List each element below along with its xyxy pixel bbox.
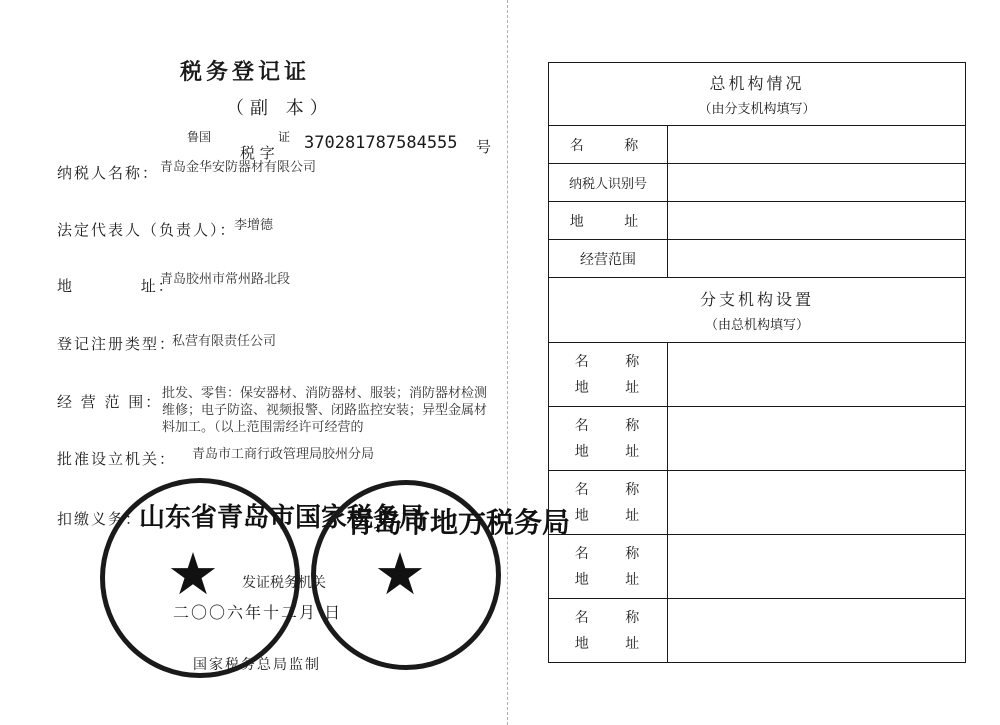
hq-scope-label: 经营范围 (549, 240, 668, 278)
branch-labels (549, 535, 668, 599)
hq-title: 总机构情况 (709, 74, 805, 93)
branch-name-label: 名 称 (574, 481, 656, 498)
approval-label: 批准设立机关： (57, 450, 177, 468)
rep-value: 李增德 (234, 218, 274, 233)
seal2-text: 青岛市地方税务局 (346, 506, 571, 539)
branch-address-label: 地 址 (574, 507, 656, 524)
number-suffix: 号 (476, 138, 492, 156)
star-icon: ★ (374, 540, 426, 608)
hq-name-cell[interactable] (668, 126, 966, 164)
branch-header (549, 278, 966, 343)
branch-cell[interactable] (668, 535, 966, 599)
issue-date: 二〇〇六年十二月 日 (173, 603, 343, 622)
branch-subtitle: （由总机构填写） (704, 318, 809, 333)
hq-taxid-cell[interactable] (668, 164, 966, 202)
number-prefix: 鲁国 (187, 130, 212, 144)
branch-address-label: 地 址 (574, 571, 656, 588)
hq-scope-cell[interactable] (668, 240, 966, 278)
address-label: 地 址： (57, 277, 175, 295)
rep-label: 法定代表人（负责人）： (57, 221, 237, 239)
branch-cell[interactable] (668, 407, 966, 471)
reg-type-value: 私营有限责任公司 (172, 334, 277, 349)
local-tax-seal (311, 480, 571, 670)
branch-address-label: 地 址 (574, 635, 656, 652)
branch-labels (549, 471, 668, 535)
address-value: 青岛胶州市常州路北段 (160, 272, 291, 287)
branch-cell[interactable] (668, 599, 966, 663)
branch-labels (549, 343, 668, 407)
hq-subtitle: （由分支机构填写） (698, 102, 816, 117)
branch-labels (549, 599, 668, 663)
branch-name-label: 名 称 (574, 417, 656, 434)
hq-address-cell[interactable] (668, 202, 966, 240)
branch-name-label: 名 称 (574, 353, 656, 370)
scope-value: 批发、零售：保安器材、消防器材、服装；消防器材检测维修；电子防盗、视频报警、闭路监控安装；异型金属材料加工。（以上范围需经许可经营的 (162, 386, 488, 435)
reg-type-label: 登记注册类型： (57, 335, 177, 353)
star-icon: ★ (167, 540, 219, 608)
hq-address-label: 地 址 (549, 202, 668, 240)
hq-name-label: 名 称 (549, 126, 668, 164)
branch-labels (549, 407, 668, 471)
issuing-authority-label: 发证税务机关 (242, 575, 326, 591)
hq-taxid-label: 纳税人识别号 (549, 164, 668, 202)
footer-supervisor: 国家税务总局监制 (193, 657, 321, 673)
certificate-subtitle: （副 本） (226, 98, 334, 119)
branch-cell[interactable] (668, 343, 966, 407)
taxpayer-label: 纳税人名称： (57, 164, 160, 182)
withholding-label: 扣缴义务： (57, 510, 143, 528)
branch-address-label: 地 址 (574, 379, 656, 396)
branch-info-table (548, 62, 966, 663)
branch-address-label: 地 址 (574, 443, 656, 460)
approval-value: 青岛市工商行政管理局胶州分局 (192, 447, 375, 462)
certificate-title: 税务登记证 (180, 59, 311, 85)
number-mid: 税 字 (240, 144, 275, 162)
branch-name-label: 名 称 (574, 545, 656, 562)
number-prefix2: 证 (278, 130, 291, 144)
branch-name-label: 名 称 (574, 609, 656, 626)
branch-cell[interactable] (668, 471, 966, 535)
hq-header (549, 63, 966, 126)
page-fold (507, 0, 508, 725)
branch-title: 分支机构设置 (699, 290, 814, 309)
scope-label: 经 营 范 围： (57, 393, 163, 411)
tax-reg-number: 370281787584555 (304, 133, 458, 153)
seal1-text: 山东省青岛市国家税务局 (139, 503, 426, 533)
taxpayer-value: 青岛金华安防器材有限公司 (160, 160, 317, 175)
